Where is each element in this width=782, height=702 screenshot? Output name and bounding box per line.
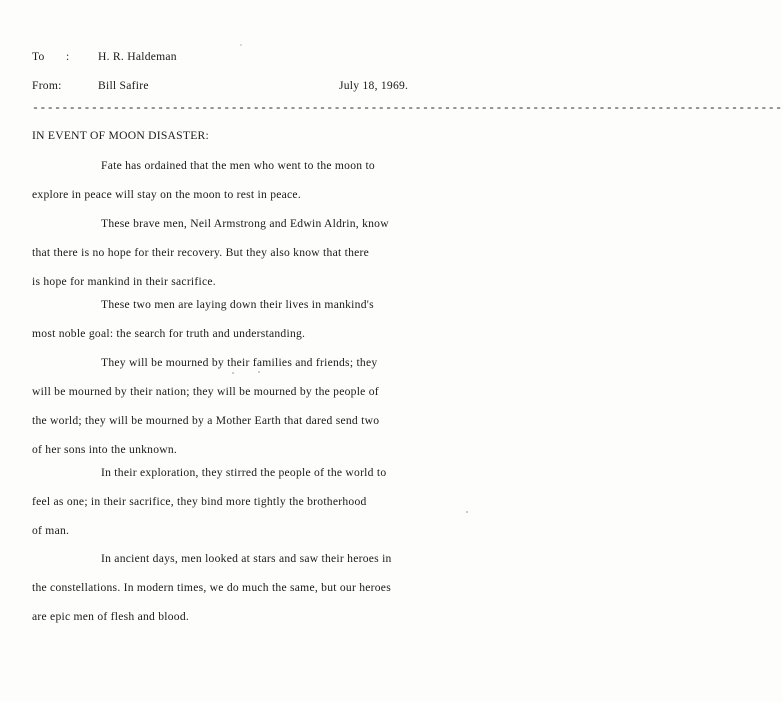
memo-heading: IN EVENT OF MOON DISASTER:: [32, 129, 209, 142]
body-line: feel as one; in their sacrifice, they bind more tightly the brotherhood: [32, 495, 367, 508]
body-line: Fate has ordained that the men who went to the moon to: [101, 159, 375, 172]
paper-speck: [240, 44, 242, 46]
body-line: These brave men, Neil Armstrong and Edwin Aldrin, know: [101, 217, 389, 230]
body-line: the world; they will be mourned by a Mother Earth that dared send two: [32, 414, 380, 427]
from-sender: Bill Safire: [98, 79, 149, 92]
paper-speck: [232, 372, 234, 374]
to-recipient: H. R. Haldeman: [98, 50, 177, 63]
body-line: In their exploration, they stirred the people of the world to: [101, 466, 387, 479]
body-line: explore in peace will stay on the moon to rest in peace.: [32, 188, 301, 201]
from-label: From:: [32, 79, 62, 92]
body-line: that there is no hope for their recovery. But they also know that there: [32, 246, 370, 259]
body-line: These two men are laying down their lives in mankind's: [101, 298, 374, 311]
to-label: To: [32, 50, 45, 63]
body-line: the constellations. In modern times, we do much the same, but our heroes: [32, 581, 391, 594]
paper-speck: [258, 371, 260, 373]
body-line: is hope for mankind in their sacrifice.: [32, 275, 216, 288]
memo-date: July 18, 1969.: [339, 79, 409, 92]
separator-line: ------------------------------------------------------------------------------------------------------: [32, 102, 782, 115]
body-line: of her sons into the unknown.: [32, 443, 178, 456]
body-line: of man.: [32, 524, 70, 537]
body-line: most noble goal: the search for truth and understanding.: [32, 327, 306, 340]
body-line: will be mourned by their nation; they will be mourned by the people of: [32, 385, 379, 398]
body-line: In ancient days, men looked at stars and saw their heroes in: [101, 552, 392, 565]
body-line: are epic men of flesh and blood.: [32, 610, 190, 623]
body-line: They will be mourned by their families and friends; they: [101, 356, 378, 369]
paper-speck: [466, 511, 468, 513]
to-colon: :: [66, 50, 70, 63]
